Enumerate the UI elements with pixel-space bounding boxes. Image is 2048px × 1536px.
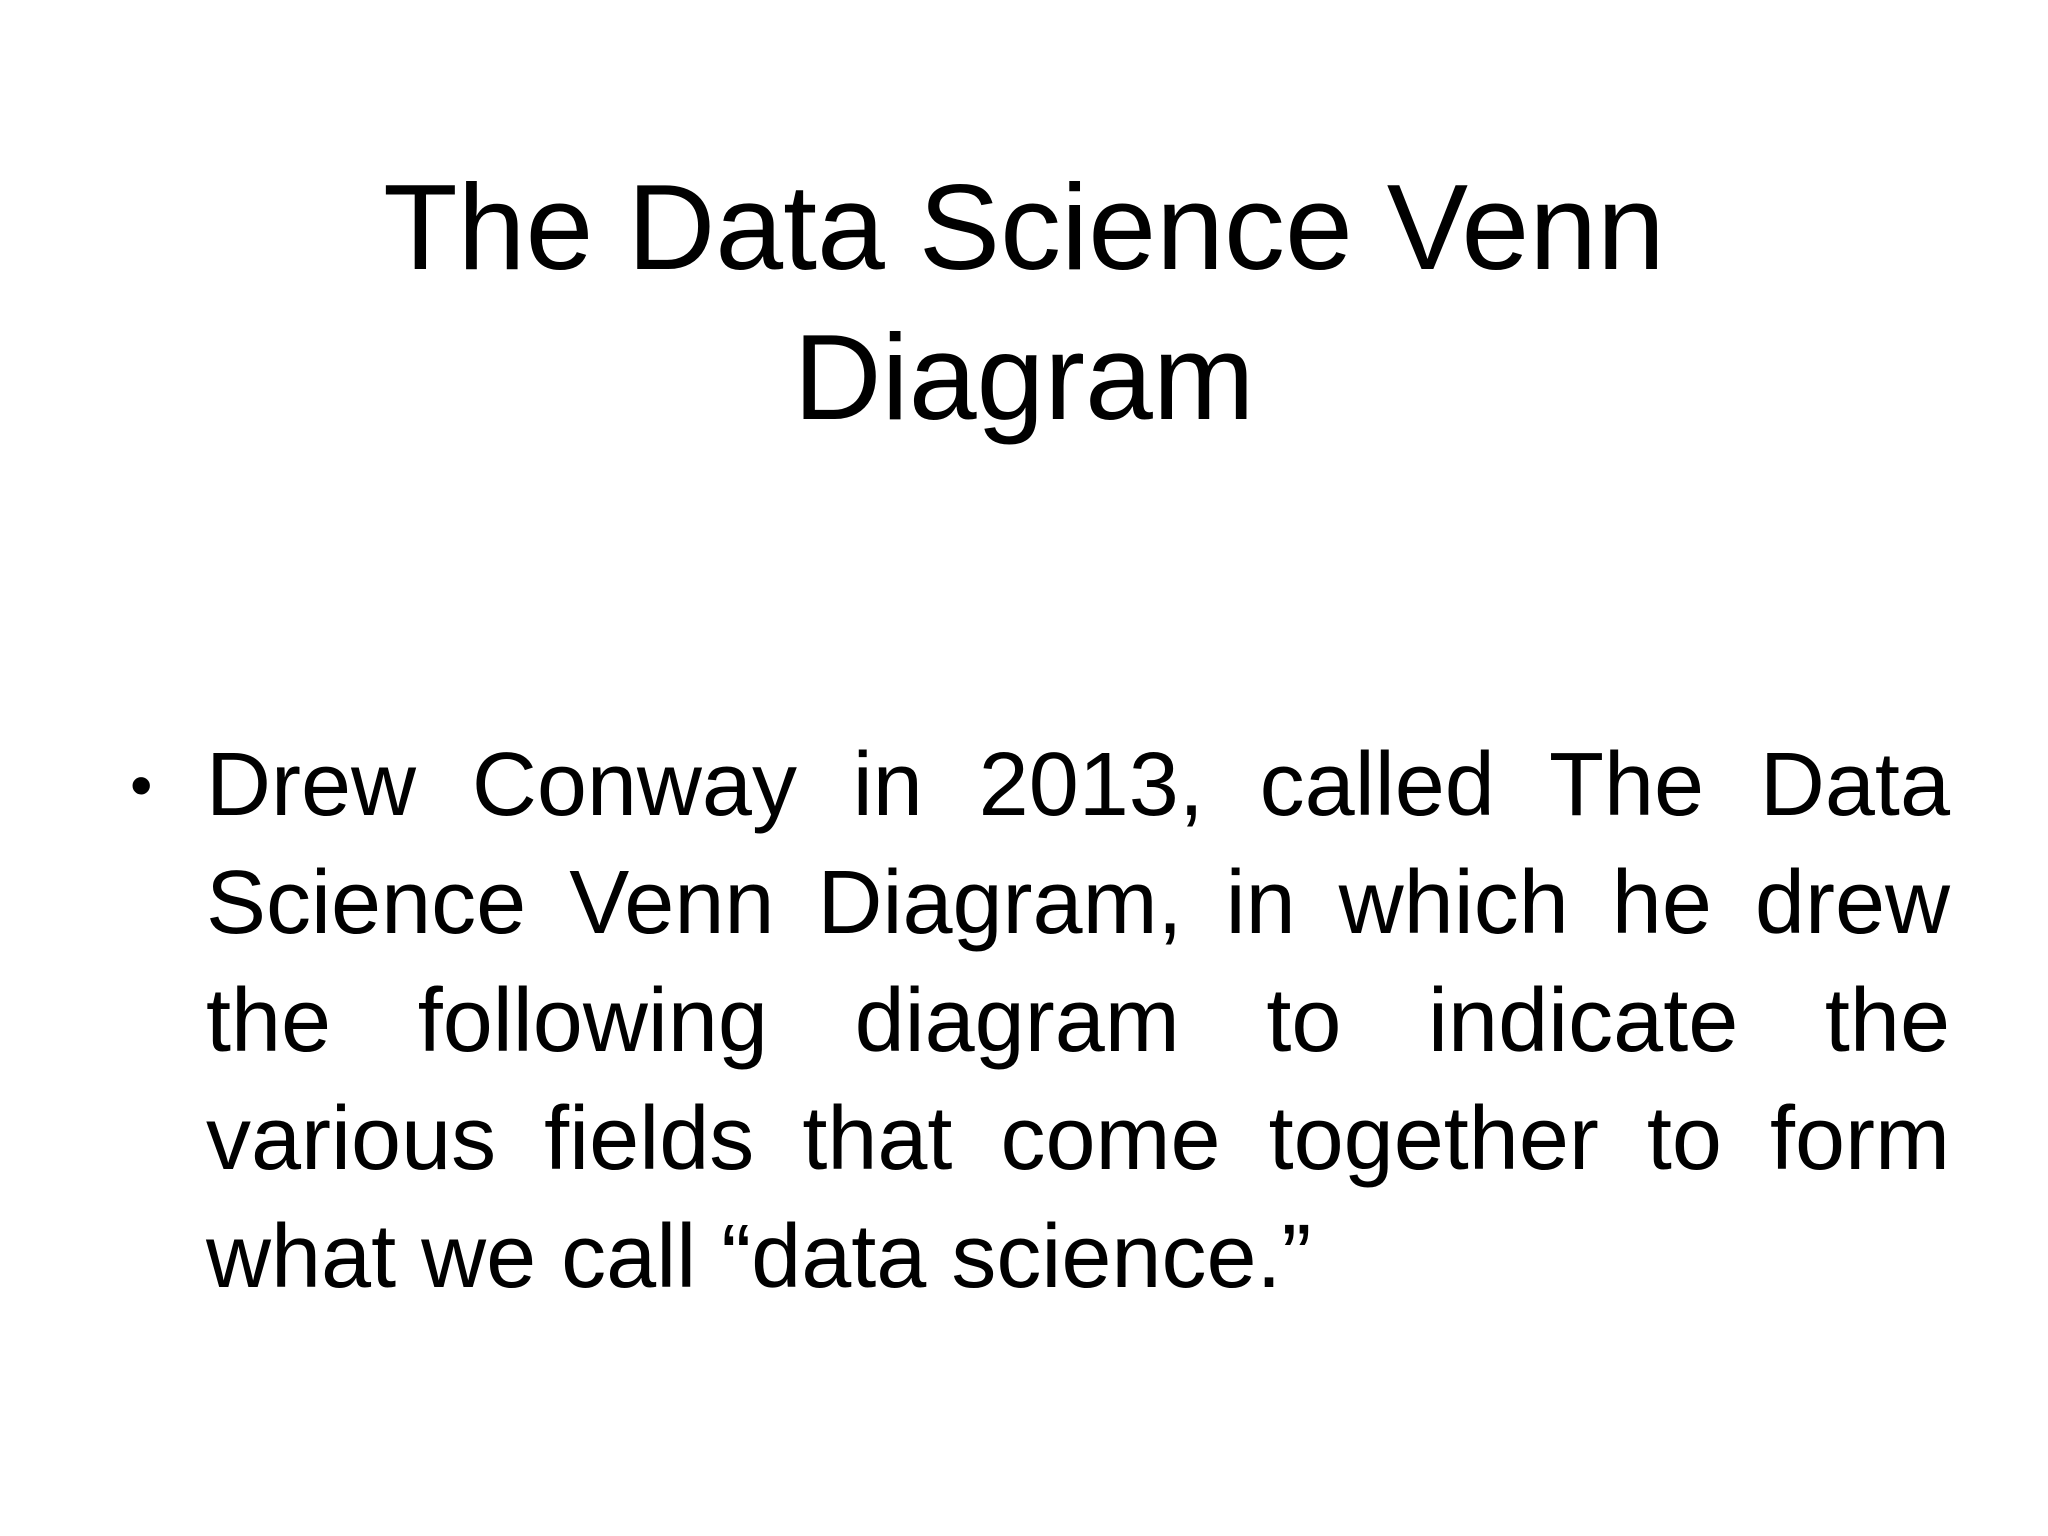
- slide-title: The Data Science Venn Diagram: [383, 159, 1665, 445]
- bullet-list: [130, 726, 1950, 1316]
- bullet-icon: •: [130, 749, 153, 821]
- bullet-text: Drew Conway in 2013, called The Data Science Venn Diagram, in which he drew the following diagram to indicate the various fields that come together to form what we call “data science.”: [206, 735, 1950, 1307]
- bullet-item: [130, 726, 1950, 1316]
